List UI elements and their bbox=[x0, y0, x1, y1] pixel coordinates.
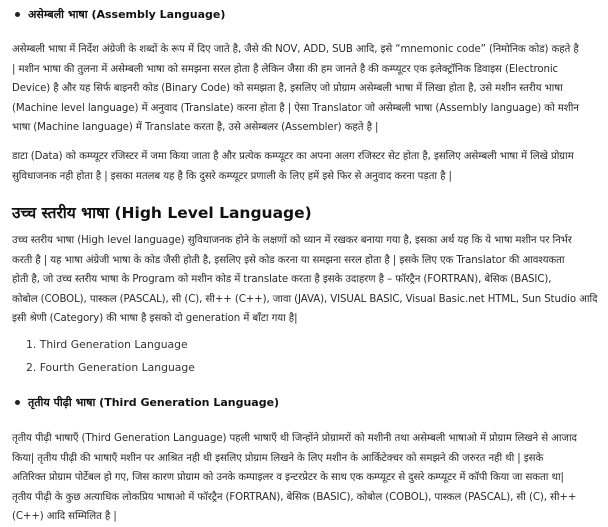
third-generation-paragraph: तृतीय पीढ़ी भाषाएँ (Third Generation Language) पहली भाषाएँ थी जिन्होंने प्रोग्रामरों को मशीनी तथा असेम्बली भाषाओ में प्रोग्राम लिखने से आजाद किया| तृतीय पीढ़ी की भाषाएँ मशीन पर आश्रित नही थी इसलिए प्रोग्राम लिखने के लिए मशीन के आर्किटेक्चर को समझने की जरुरत नही थी | इसके अतिरिक्त प्रोग्राम पोर्टेबल हो गए, जिस कारण प्रोग्राम को उनके कम्पाइलर व इन्टरप्रेटर के साथ एक कम्प्यूटर से दुसरे कम्प्यूटर में कॉपी किया जा सकता था| तृतीय पीढ़ी के कुछ अत्याधिक लोकप्रिय भाषाओ में फॉरट्रैन (FORTRAN), बेसिक (BASIC), कोबोल (COBOL), पास्कल (PASCAL), सी (C), सी++ (C++) आदि सम्मिलित है | bbox=[12, 433, 577, 522]
bullet-icon bbox=[15, 12, 20, 17]
list-item: 1. Third Generation Language bbox=[26, 338, 188, 351]
assembly-language-paragraph-2: डाटा (Data) को कम्प्यूटर रजिस्टर में जमा किया जाता है और प्रत्येक कम्प्यूटर का अपना अलग रजिस्टर सेट होता है, इसलिए असेम्बली भाषा में लिखे प्रोग्राम सुविधाजनक नही होता है | इसका मतलब यह है कि दुसरे कम्प्यूटर प्रणाली के लिए हमें इसे फिर से अनुवाद करना पड़ता है | bbox=[12, 151, 574, 182]
high-level-language-paragraph: उच्च स्तरीय भाषा (High level language) सुविधाजनक होने के लक्षणों को ध्यान में रखकर बनाया गया है, इसका अर्थ यह कि ये भाषा मशीन पर निर्भर करती है | यह भाषा अंग्रेजी भाषा के कोड जैसी होती है, इसलिए इसे कोड करना या समझना सरल होता है | इसके लिए एक Translator की आवश्यकता होती है, जो उच्च स्तरीय भाषा के Program को मशीन कोड में translate करता है इसके उदाहरण है – फॉरट्रैन (FORTRAN), बेसिक (BASIC), कोबोल (COBOL), पास्कल (PASCAL), सी (C), सी++ (C++), जावा (JAVA), VISUAL BASIC, Visual Basic.net HTML, Sun Studio आदि इसी श्रेणी (Category) की भाषा है इसको दो generation में बाँटा गया है| bbox=[12, 235, 598, 324]
third-generation-heading bbox=[12, 395, 279, 410]
high-level-language-heading: उच्च स्तरीय भाषा (High Level Language) bbox=[12, 204, 312, 222]
assembly-language-heading bbox=[12, 7, 225, 22]
third-generation-heading-text: तृतीय पीढ़ी भाषा (Third Generation Language) bbox=[28, 396, 280, 409]
assembly-language-heading-text: असेम्बली भाषा (Assembly Language) bbox=[28, 8, 226, 21]
assembly-language-paragraph-1: असेम्बली भाषा में निर्देश अंग्रेजी के शब्दों के रूप में दिए जाते है, जैसे की NOV, ADD, SUB आदि, इसे “mnemonic code” (निमोनिक कोड) कहते है | मशीन भाषा की तुलना में असेम्बली भाषा को समझना सरल होता है लेकिन जैसा की हम जानते है की कम्प्यूटर एक इलेक्ट्रॉनिक डिवाइस (Electronic Device) है और यह सिर्फ बाइनरी कोड (Binary Code) को समझता है, इसलिए जो प्रोग्राम असेम्बली भाषा में लिखा होता है, उसे मशीन स्तरीय भाषा (Machine level language) में अनुवाद (Translate) करना होता है | ऐसा Translator जो असेम्बली भाषा (Assembly language) को मशीन भाषा (Machine language) में Translate करता है, उसे असेम्बलर (Assembler) कहते है | bbox=[12, 44, 579, 133]
bullet-icon bbox=[15, 400, 20, 405]
list-item: 2. Fourth Generation Language bbox=[26, 361, 195, 374]
generation-list bbox=[26, 335, 195, 381]
